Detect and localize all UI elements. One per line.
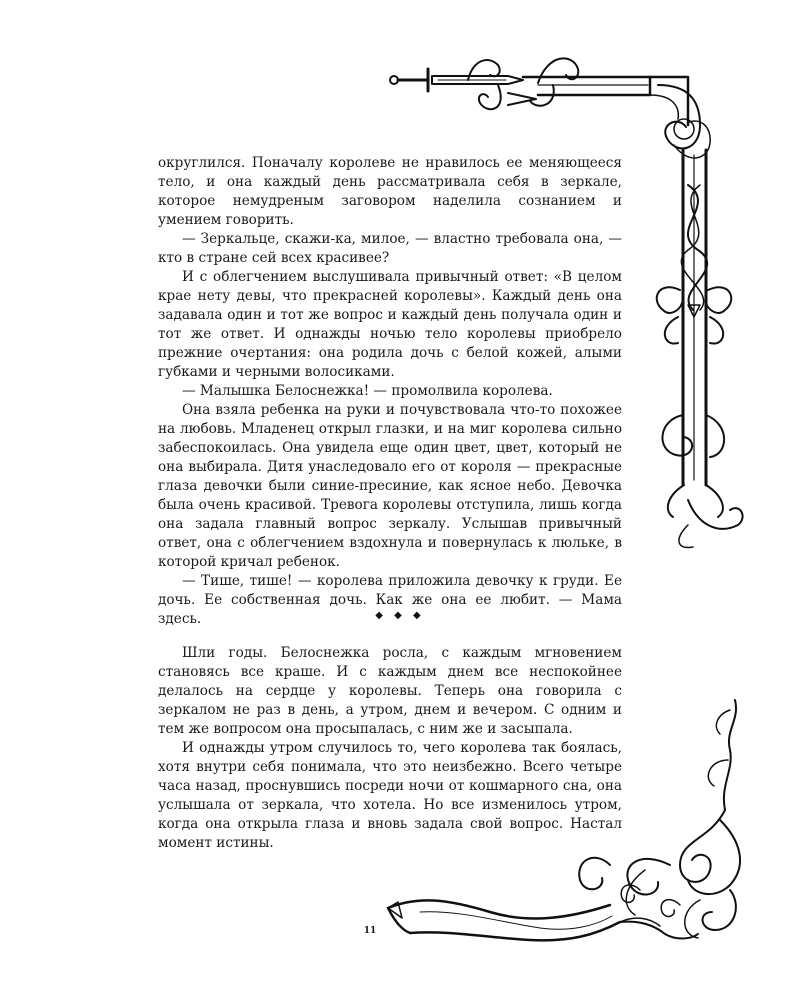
paragraph: И однажды утром случилось то, чего королева так боялась, хотя внутри себя понимала, что это неизбежно. Всего четыре часа назад, проснувшись посреди ночи от кошмарного сна, она услышала от зеркала, что хотела. Но все изменилось утром, когда она открыла глаза и вновь задала свой вопрос. Настал момент истины. [158,740,622,851]
paragraph: Шли годы. Белоснежка росла, с каждым мгновением становясь все краше. И с каждым днем все неспокойнее делалось на сердце у королевы. Теперь она говорила с зеркалом не раз в день, а утром, днем и вечером. С одним и тем же вопросом она просыпалась, с ним же и засыпала. [158,645,622,737]
sword-icon [390,69,523,91]
text-column-bottom [158,644,622,853]
paragraph: — Малышка Белоснежка! — промолвила королева. [182,383,553,399]
paragraph: — Тише, тише! — королева приложила девочку к груди. Ее дочь. Ее собственная дочь. Как же она ее любит. — Мама здесь. [158,573,622,627]
text-column-top [158,154,622,629]
paragraph: И с облегчением выслушивала привычный ответ: «В целом крае нету девы, что прекрасней королевы». Каждый день она задавала один и тот же вопрос и каждый день получала один и тот же ответ. И однажды ночью тело королевы приобрело прежние очертания: она родила дочь с белой кожей, алыми губками и черными волосиками. [158,269,622,380]
paragraph: округлился. Поначалу королеве не нравилось ее меняющееся тело, и она каждый день рассматривала себя в зеркале, которое немудреным заговором наделила сознанием и умением говорить. [158,155,622,228]
page-number: 11 [363,926,377,936]
paragraph: Она взяла ребенка на руки и почувствовала что-то похожее на любовь. Младенец открыл глазки, и на миг королева сильно забеспокоилась. Она увидела еще один цвет, цвет, который не она выбирала. Дитя унаследовало его от короля — прекрасные глаза девочки были синие-пресиние, как ясное небо. Девочка была очень красивой. Тревога королевы отступила, лишь когда она задала главный вопрос зеркалу. Услышав привычный ответ, она с облегчением вздохнула и повернулась к люльке, в которой кричал ребенок. [158,402,622,570]
section-separator: ◆ ◆ ◆ [375,610,425,621]
paragraph: — Зеркальце, скажи-ка, милое, — властно требовала она, — кто в стране сей всех красивее? [158,231,622,266]
